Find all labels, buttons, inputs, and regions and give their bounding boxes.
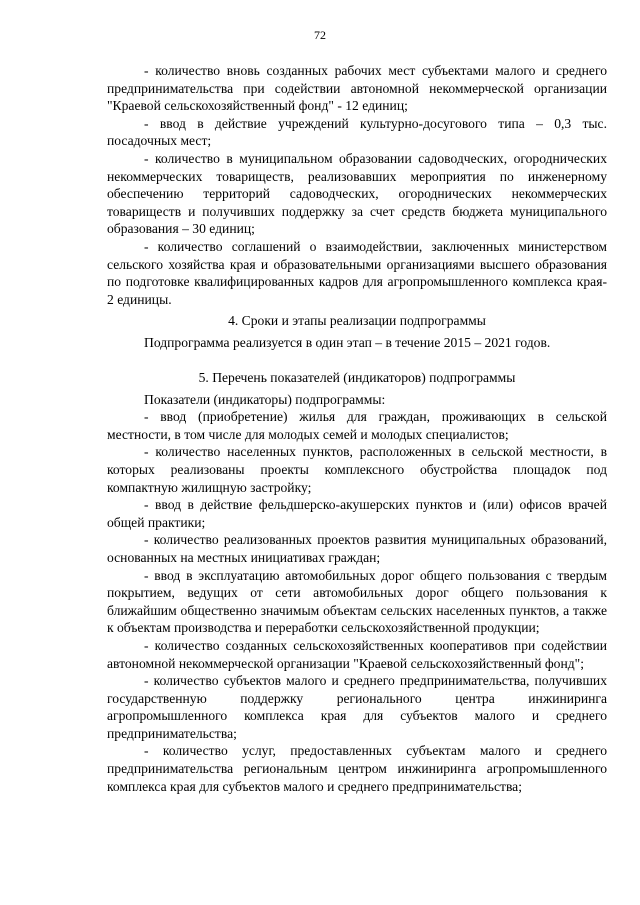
indicator-item: - ввод в эксплуатацию автомобильных дорог общего пользования с твердым покрытием, ведущих от сети автомобильных дорог общего пользования к ближайшим общественно значимым объектам сельских населенных пунктов, а также к объектам производства и переработки сельскохозяйственной продукции; bbox=[107, 567, 607, 636]
indicator-item: - ввод в действие учреждений культурно-досугового типа – 0,3 тыс. посадочных мест; bbox=[107, 115, 607, 149]
section-5 bbox=[107, 369, 607, 795]
indicator-item: - ввод в действие фельдшерско-акушерских пунктов и (или) офисов врачей общей практики; bbox=[107, 497, 607, 530]
section-4-text: Подпрограмма реализуется в один этап – в течение 2015 – 2021 годов. bbox=[144, 334, 551, 350]
section-5-intro: Показатели (индикаторы) подпрограммы: bbox=[144, 391, 386, 407]
indicator-item: - количество вновь созданных рабочих мест субъектами малого и среднего предпринимательства при содействии автономной некоммерческой организации "Краевой сельскохозяйственный фонд" - 12 единиц; bbox=[107, 63, 607, 114]
section-5-heading: 5. Перечень показателей (индикаторов) подпрограммы bbox=[198, 370, 516, 385]
page-number: 72 bbox=[314, 28, 326, 42]
indicator-item: - количество созданных сельскохозяйственных кооперативов при содействии автономной некоммерческой организации "Краевой сельскохозяйственный фонд"; bbox=[107, 637, 607, 671]
indicator-item: - ввод (приобретение) жилья для граждан, проживающих в сельской местности, в том числе для молодых семей и молодых специалистов; bbox=[107, 409, 607, 442]
indicator-item: - количество соглашений о взаимодействии, заключенных министерством сельского хозяйства края и образовательными организациями высшего образования по подготовке квалифицированных кадров для агропромышленного комплекса края- 2 единицы. bbox=[107, 238, 607, 307]
indicator-item: - количество в муниципальном образовании садоводческих, огороднических некоммерческих товариществ, реализовавших мероприятия по инженерному обеспечению территорий садоводческих, огороднических некоммерческих товариществ и получивших поддержку за счет средств бюджета муниципального образования – 30 единиц; bbox=[107, 150, 607, 237]
indicator-item: - количество субъектов малого и среднего предпринимательства, получивших государственную поддержку регионального центра инжиниринга агропромышленного комплекса края для субъектов малого и среднего предпринимательства; bbox=[107, 673, 607, 741]
indicator-item: - количество населенных пунктов, расположенных в сельской местности, в которых реализованы проекты комплексного обустройства площадок под компактную жилищную застройку; bbox=[107, 444, 607, 495]
indicator-item: - количество реализованных проектов развития муниципальных образований, основанных на местных инициативах граждан; bbox=[107, 532, 607, 565]
section-4-heading: 4. Сроки и этапы реализации подпрограммы bbox=[228, 313, 486, 329]
indicator-item: - количество услуг, предоставленных субъектам малого и среднего предпринимательства региональным центром инжиниринга агропромышленного комплекса края для субъектов малого и среднего предпринимательства; bbox=[107, 743, 607, 794]
top-indicators-list bbox=[107, 62, 607, 352]
